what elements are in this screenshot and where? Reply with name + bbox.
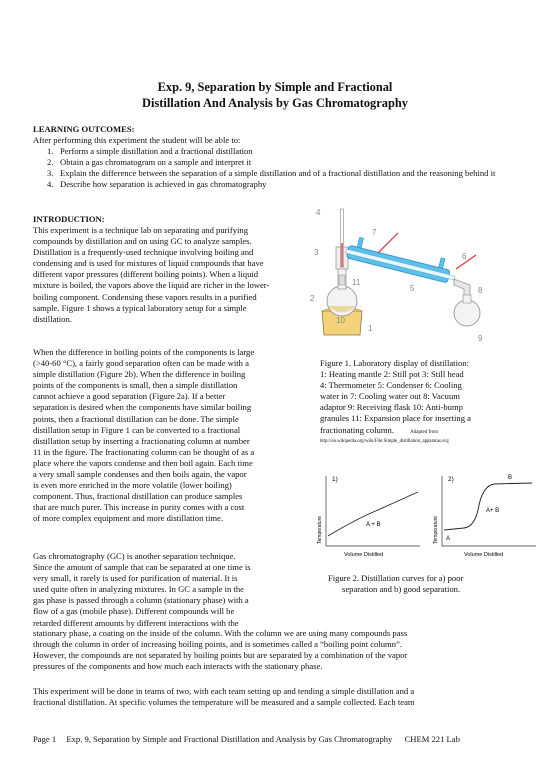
text-line: Gas chromatography (GC) is another separation technique. [33, 551, 236, 561]
text-line: fractional distillation. At specific volumes the temperature will be measured and a sample collected. Each team [33, 697, 415, 708]
text-line: very small, it rarely is used for purification of material. It is [33, 573, 238, 584]
text-line: condensing and is used for mixtures of liquid compounds that have [33, 258, 264, 269]
panel-a-annotation: A + B [366, 522, 381, 528]
caption-line: adaptor 9: Receiving flask 10: Anti-bump [320, 402, 463, 413]
outcome-item [33, 168, 523, 179]
page-footer [33, 734, 543, 745]
outcomes-heading: LEARNING OUTCOMES: [33, 124, 135, 134]
condenser-inner-tube [345, 249, 455, 280]
text-line: cannot achieve a good separation (Figure 2a). If a better [33, 391, 226, 402]
text-line: used quite often in analyzing mixtures. In GC a sample in the [33, 584, 244, 595]
text-line: sample. Figure 1 shows a typical laboratory setup for a simple [33, 302, 247, 313]
text-line: separation is desired when the components have similar boiling [33, 402, 252, 413]
vacuum-adaptor [454, 279, 470, 297]
learning-outcomes [33, 124, 523, 191]
panel-a-curve [328, 492, 418, 536]
text-line: However, the compounds are not separated by boiling points but are separated by a combination of the vapor [33, 650, 408, 661]
text-line: 11 in the figure. The fractionating column can be thought of as a [33, 446, 255, 457]
text-line: a very small sample condenses and then boils again, the vapor [33, 469, 247, 480]
panel-b-ylabel: Temperature [433, 515, 439, 544]
footer-course: CHEM 221 Lab [404, 734, 460, 744]
introduction-heading: INTRODUCTION: [33, 214, 105, 224]
intro-paragraph-2 [33, 347, 313, 525]
text-line: (>40-60 °C), a fairly good separation often can be made with a [33, 358, 249, 369]
outcome-text: Perform a simple distillation and a fractional distillation [60, 146, 253, 157]
outcome-item [33, 179, 523, 190]
caption-line: 4: Thermometer 5: Condenser 6: Cooling [320, 380, 462, 391]
page-title [0, 80, 550, 111]
fig1-label-2: 2 [310, 294, 315, 303]
water-out-arrow-icon [378, 233, 398, 253]
panel-a-tag: 1) [332, 476, 338, 483]
panel-b-xlabel: Volume Distilled [464, 552, 504, 558]
outcomes-list [33, 146, 523, 190]
outcomes-intro: After performing this experiment the student will be able to: [33, 135, 241, 146]
outcome-text: Obtain a gas chromatogram on a sample and interpret it [60, 157, 252, 168]
outcome-number: 4. [47, 179, 54, 190]
outcome-item [33, 146, 523, 157]
text-line: retarded different amounts by different interactions with the [33, 617, 239, 628]
fig1-label-8: 8 [478, 286, 483, 295]
fig1-label-3: 3 [314, 248, 319, 257]
water-inlet [439, 258, 445, 269]
panel-b-label-low: A [446, 536, 451, 542]
text-line: This experiment will be done in teams of two, with each team setting up and tending a simple distillation and a [33, 686, 415, 696]
text-line: different vapor pressures (different boiling points). When a liquid [33, 269, 259, 280]
outcome-text: Describe how separation is achieved in gas chromatography [60, 179, 267, 190]
text-line: of more complex equipment and more distillation time. [33, 513, 223, 524]
text-line: through the column in order of increasing boiling points, and is sometimes called a “boiling point column”. [33, 639, 402, 650]
text-line: distillation setup in Figure 1 can be converted to a fractional [33, 424, 241, 435]
distillation-curves-chart [318, 470, 543, 565]
text-line: that are much purer. This increase in purity comes with a cost [33, 502, 245, 513]
receiving-flask [454, 300, 480, 326]
fig1-label-6: 6 [462, 252, 467, 261]
figure-2-curves [318, 470, 543, 565]
fig1-label-9: 9 [478, 334, 483, 343]
text-line: mixture is boiled, the vapors above the liquid are richer in the lower- [33, 280, 270, 291]
intro-paragraph-1 [33, 225, 353, 325]
text-line: place where the vapors condense and then boil again. Each time [33, 457, 253, 468]
text-line: distillation setup by inserting a fractionating column at number [33, 435, 250, 446]
text-line: stationary phase, a coating on the inside of the column. With the column we are using many compounds pass [33, 628, 408, 638]
fig1-label-1: 1 [368, 324, 373, 333]
text-line: component. Thus, fractional distillation can produce samples [33, 491, 243, 502]
distillation-apparatus-illustration [308, 203, 498, 343]
fig1-label-4: 4 [316, 208, 321, 217]
intro-paragraph-4 [33, 686, 533, 708]
caption-line: Figure 2. Distillation curves for a) poor [328, 573, 464, 583]
outcome-text: Explain the difference between the separation of a simple distillation and of a fractional distillation and the reasoning behind it [60, 168, 496, 179]
fig1-label-7: 7 [372, 228, 377, 237]
panel-a-ylabel: Temperature [317, 515, 323, 544]
footer-page-number: Page 1 [33, 734, 57, 744]
caption-line: water in 7: Cooling water out 8: Vacuum [320, 391, 460, 402]
panel-b-label-top: B [508, 475, 513, 481]
caption-line: fractionating column. [320, 424, 394, 435]
water-outlet [357, 237, 363, 248]
text-line: This experiment is a technique lab on separating and purifying [33, 225, 249, 235]
figure-1-source: http://en.wikipedia.org/wiki/File:Simple_distillation_apparatus.svg [320, 438, 449, 444]
text-line: flow of a gas (mobile phase). Different compounds will be [33, 606, 235, 617]
adapted-from: Adapted from [410, 429, 439, 435]
outcome-number: 3. [47, 168, 54, 179]
caption-line: Figure 1. Laboratory display of distillation: [320, 358, 469, 368]
title-line-1: Exp. 9, Separation by Simple and Fractional [157, 80, 393, 94]
thermometer-mercury [341, 243, 342, 267]
panel-b-curve [444, 483, 532, 530]
receiving-flask-neck [463, 295, 471, 303]
text-line: boiling component. Condensing these vapors results in a purified [33, 291, 257, 302]
panel-b-tag: 2) [448, 476, 454, 483]
text-line: is even more enriched in the more volatile (lower boiling) [33, 480, 232, 491]
text-line: gas phase is passed through a column (stationary phase) with a [33, 595, 249, 606]
panel-a-xlabel: Volume Distilled [344, 552, 384, 558]
condenser-group [344, 235, 458, 284]
intro-paragraph-3 [33, 551, 323, 629]
figure-2-caption [328, 573, 538, 595]
caption-line: 1: Heating mantle 2: Still pot 3: Still head [320, 369, 464, 380]
text-line: When the difference in boiling points of the components is large [33, 347, 255, 357]
caption-line: granules 11: Expansion place for inserting a [320, 413, 471, 424]
intro-paragraph-3-continued [33, 628, 533, 672]
title-line-2: Distillation And Analysis by Gas Chromatography [142, 95, 408, 110]
outcome-number: 1. [47, 146, 54, 157]
fig1-label-5: 5 [410, 284, 415, 293]
text-line: points of the components is small, then a simple distillation [33, 380, 238, 391]
panel-b-label-mid: A+ B [486, 508, 500, 514]
outcome-item [33, 157, 523, 168]
figure-1-apparatus [308, 203, 498, 343]
text-line: Distillation is a frequently-used technique involving boiling and [33, 247, 254, 258]
text-line: distillation. [33, 313, 72, 324]
text-line: pressures of the components and how much each interacts with the stationary phase. [33, 661, 323, 672]
footer-title: Exp. 9, Separation by Simple and Fractional Distillation and Analysis by Gas Chromatography [66, 734, 393, 744]
outcome-number: 2. [47, 157, 54, 168]
fig1-label-11: 11 [352, 278, 361, 287]
fig1-label-10: 10 [336, 316, 345, 325]
figure-1-caption [320, 358, 535, 445]
text-line: Since the amount of sample that can be separated at one time is [33, 562, 251, 573]
text-line: compounds by distillation and on using GC to analyze samples. [33, 236, 252, 247]
text-line: simple distillation (Figure 2b). When the difference in boiling [33, 369, 246, 380]
text-line: points, then a fractional distillation can be done. The simple [33, 413, 239, 424]
expansion-place [339, 275, 345, 285]
caption-line: separation and b) good separation. [342, 584, 461, 595]
